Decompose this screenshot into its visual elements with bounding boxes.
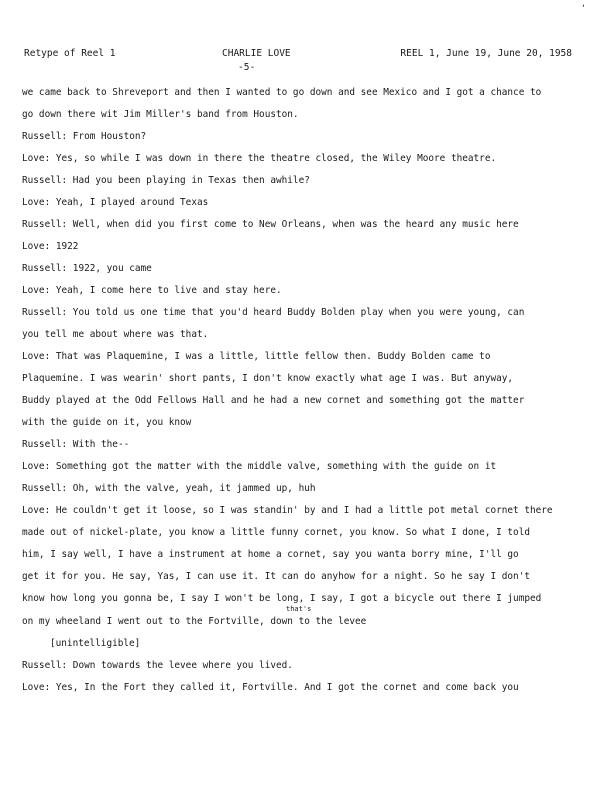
transcript-line: Love: Yes, so while I was down in there the theatre closed, the Wiley Moore theatre. (22, 153, 497, 164)
transcript-line: Love: 1922 (22, 241, 79, 252)
header-name: CHARLIE LOVE (222, 48, 291, 59)
transcript-line: Russell: Oh, with the valve, yeah, it jammed up, huh (22, 483, 316, 494)
transcript-line: on my wheeland I went out to the Fortville, down to the levee (22, 616, 367, 627)
transcript-line: him, I say well, I have a instrument at home a cornet, say you wanta borry mine, I'll go (22, 549, 519, 560)
transcript-line: made out of nickel-plate, you know a little funny cornet, you know. So what I done, I told (22, 527, 530, 538)
transcript-line: Love: Yeah, I come here to live and stay here. (22, 285, 282, 296)
transcript-line: [unintelligible] (50, 638, 141, 649)
transcript-line: go down there wit Jim Miller's band from Houston. (22, 109, 299, 120)
transcript-line: Russell: From Houston? (22, 131, 147, 142)
transcript-line: Russell: With the-- (22, 439, 130, 450)
transcript-line: Plaquemine. I was wearin' short pants, I don't know exactly what age I was. But anyway, (22, 373, 514, 384)
transcript-line: Russell: You told us one time that you'd heard Buddy Bolden play when you were young, can (22, 307, 525, 318)
transcript-line: Buddy played at the Odd Fellows Hall and he had a new cornet and something got the matter (22, 395, 525, 406)
transcript-line: Russell: 1922, you came (22, 263, 152, 274)
transcript-line: you tell me about where was that. (22, 329, 209, 340)
transcript-line: Russell: Down towards the levee where you lived. (22, 660, 293, 671)
corner-mark: ' (580, 4, 586, 14)
header-reel-title: Retype of Reel 1 (24, 48, 116, 59)
header-date: REEL 1, June 19, June 20, 1958 (400, 48, 572, 59)
transcript-line: with the guide on it, you know (22, 417, 192, 428)
transcript-line: we came back to Shreveport and then I wanted to go down and see Mexico and I got a chance to (22, 87, 542, 98)
transcript-body (22, 87, 578, 704)
transcript-line: Love: That was Plaquemine, I was a little, little fellow then. Buddy Bolden came to (22, 351, 491, 362)
transcript-line: Love: He couldn't get it loose, so I was standin' by and I had a little pot metal cornet there (22, 505, 553, 516)
transcript-line: Love: Yeah, I played around Texas (22, 197, 209, 208)
page-number: -5- (238, 62, 256, 73)
transcript-line: get it for you. He say, Yas, I can use it. It can do anyhow for a night. So he say I don't (22, 571, 530, 582)
transcript-line: Love: Something got the matter with the middle valve, something with the guide on it (22, 461, 497, 472)
page-header (24, 48, 572, 62)
transcript-line: Russell: Had you been playing in Texas then awhile? (22, 175, 310, 186)
transcript-line: Russell: Well, when did you first come to New Orleans, when was the heard any music here (22, 219, 519, 230)
transcript-line: that's (286, 605, 312, 613)
transcript-line: Love: Yes, In the Fort they called it, Fortville. And I got the cornet and come back you (22, 682, 519, 693)
transcript-line: know how long you gonna be, I say I won't be long, I say, I got a bicycle out there I jumped (22, 593, 542, 604)
